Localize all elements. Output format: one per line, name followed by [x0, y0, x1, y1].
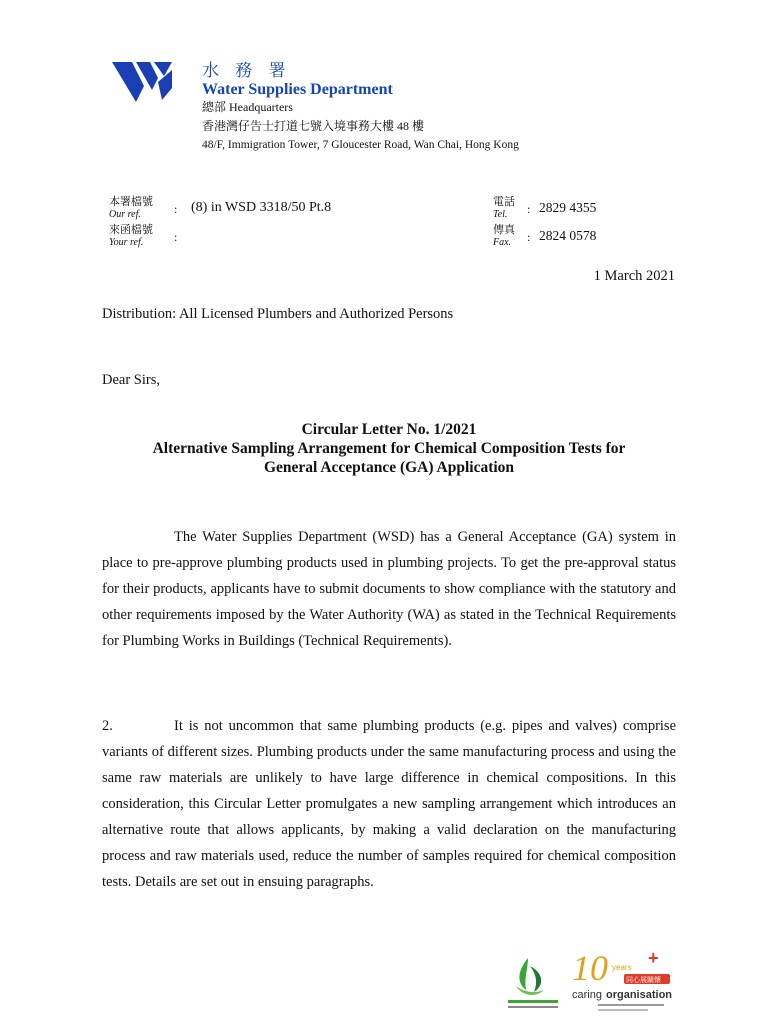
svg-text:10: 10 [572, 948, 608, 988]
paragraph-2-text: It is not uncommon that same plumbing products (e.g. pipes and valves) comprise variants of different sizes. Plumbing products under the same manufacturing process and using the same raw materials are unlikely to have large difference in chemical compositions. In this consideration, this Circular Letter promulgates a new sampling arrangement which introduces an alternative route that allows applicants, by making a valid declaration on the manufacturing process and raw materials used, reduce the number of samples required for chemical composition tests. Details are set out in ensuing paragraphs. [102, 718, 676, 890]
fax-label: Fax. [493, 237, 512, 248]
our-ref-colon: : [174, 202, 178, 216]
headquarters-label: 總部 Headquarters [202, 100, 293, 114]
fax-label-chinese: 傳真 [493, 224, 515, 236]
svg-text:organisation: organisation [606, 989, 673, 1001]
paragraph-2 [102, 713, 676, 895]
circular-title-line2: General Acceptance (GA) Application [263, 459, 515, 476]
svg-text:caring: caring [572, 989, 602, 1001]
circular-number: Circular Letter No. 1/2021 [301, 421, 477, 438]
our-ref-label: Our ref. [109, 209, 141, 220]
fax-colon: : [527, 230, 531, 244]
your-ref-colon: : [174, 230, 178, 244]
letter-date: 1 March 2021 [593, 268, 675, 284]
department-name: Water Supplies Department [202, 81, 393, 98]
paragraph-1 [102, 524, 676, 654]
paragraph-2-number: 2. [102, 718, 113, 734]
tel-value: 2829 4355 [539, 200, 597, 215]
distribution-line: Distribution: All Licensed Plumbers and Authorized Persons [102, 306, 454, 322]
tel-label-chinese: 電話 [493, 196, 515, 208]
circular-heading [102, 420, 676, 477]
tel-colon: : [527, 202, 531, 216]
our-ref-value: (8) in WSD 3318/50 Pt.8 [191, 200, 332, 215]
fax-value: 2824 0578 [539, 228, 597, 243]
tel-label: Tel. [493, 209, 508, 220]
our-ref-label-chinese: 本署檔號 [109, 196, 153, 208]
department-name-chinese: 水 務 署 [202, 61, 292, 80]
svg-text:+: + [648, 948, 659, 968]
svg-text:同心展關懷: 同心展關懷 [626, 976, 661, 984]
green-building-logo-icon [498, 952, 568, 1014]
circular-title-line1: Alternative Sampling Arrangement for Chemical Composition Tests for [152, 440, 626, 457]
your-ref-label-chinese: 來函檔號 [109, 224, 153, 236]
svg-text:years: years [612, 963, 632, 972]
salutation: Dear Sirs, [102, 372, 160, 388]
caring-organisation-logo-icon [568, 946, 678, 1016]
address-chinese: 香港灣仔告士打道七號入境事務大樓 48 樓 [202, 119, 425, 133]
wsd-logo-icon [110, 60, 174, 104]
address-english: 48/F, Immigration Tower, 7 Gloucester Road, Wan Chai, Hong Kong [202, 139, 519, 151]
paragraph-1-text: The Water Supplies Department (WSD) has a General Acceptance (GA) system in place to pre-approve plumbing products used in plumbing projects. To get the pre-approval status for their products, applicants have to submit documents to show compliance with the statutory and other requirements imposed by the Water Authority (WA) as stated in the Technical Requirements for Plumbing Works in Buildings (Technical Requirements). [102, 529, 676, 649]
your-ref-label: Your ref. [109, 237, 144, 248]
